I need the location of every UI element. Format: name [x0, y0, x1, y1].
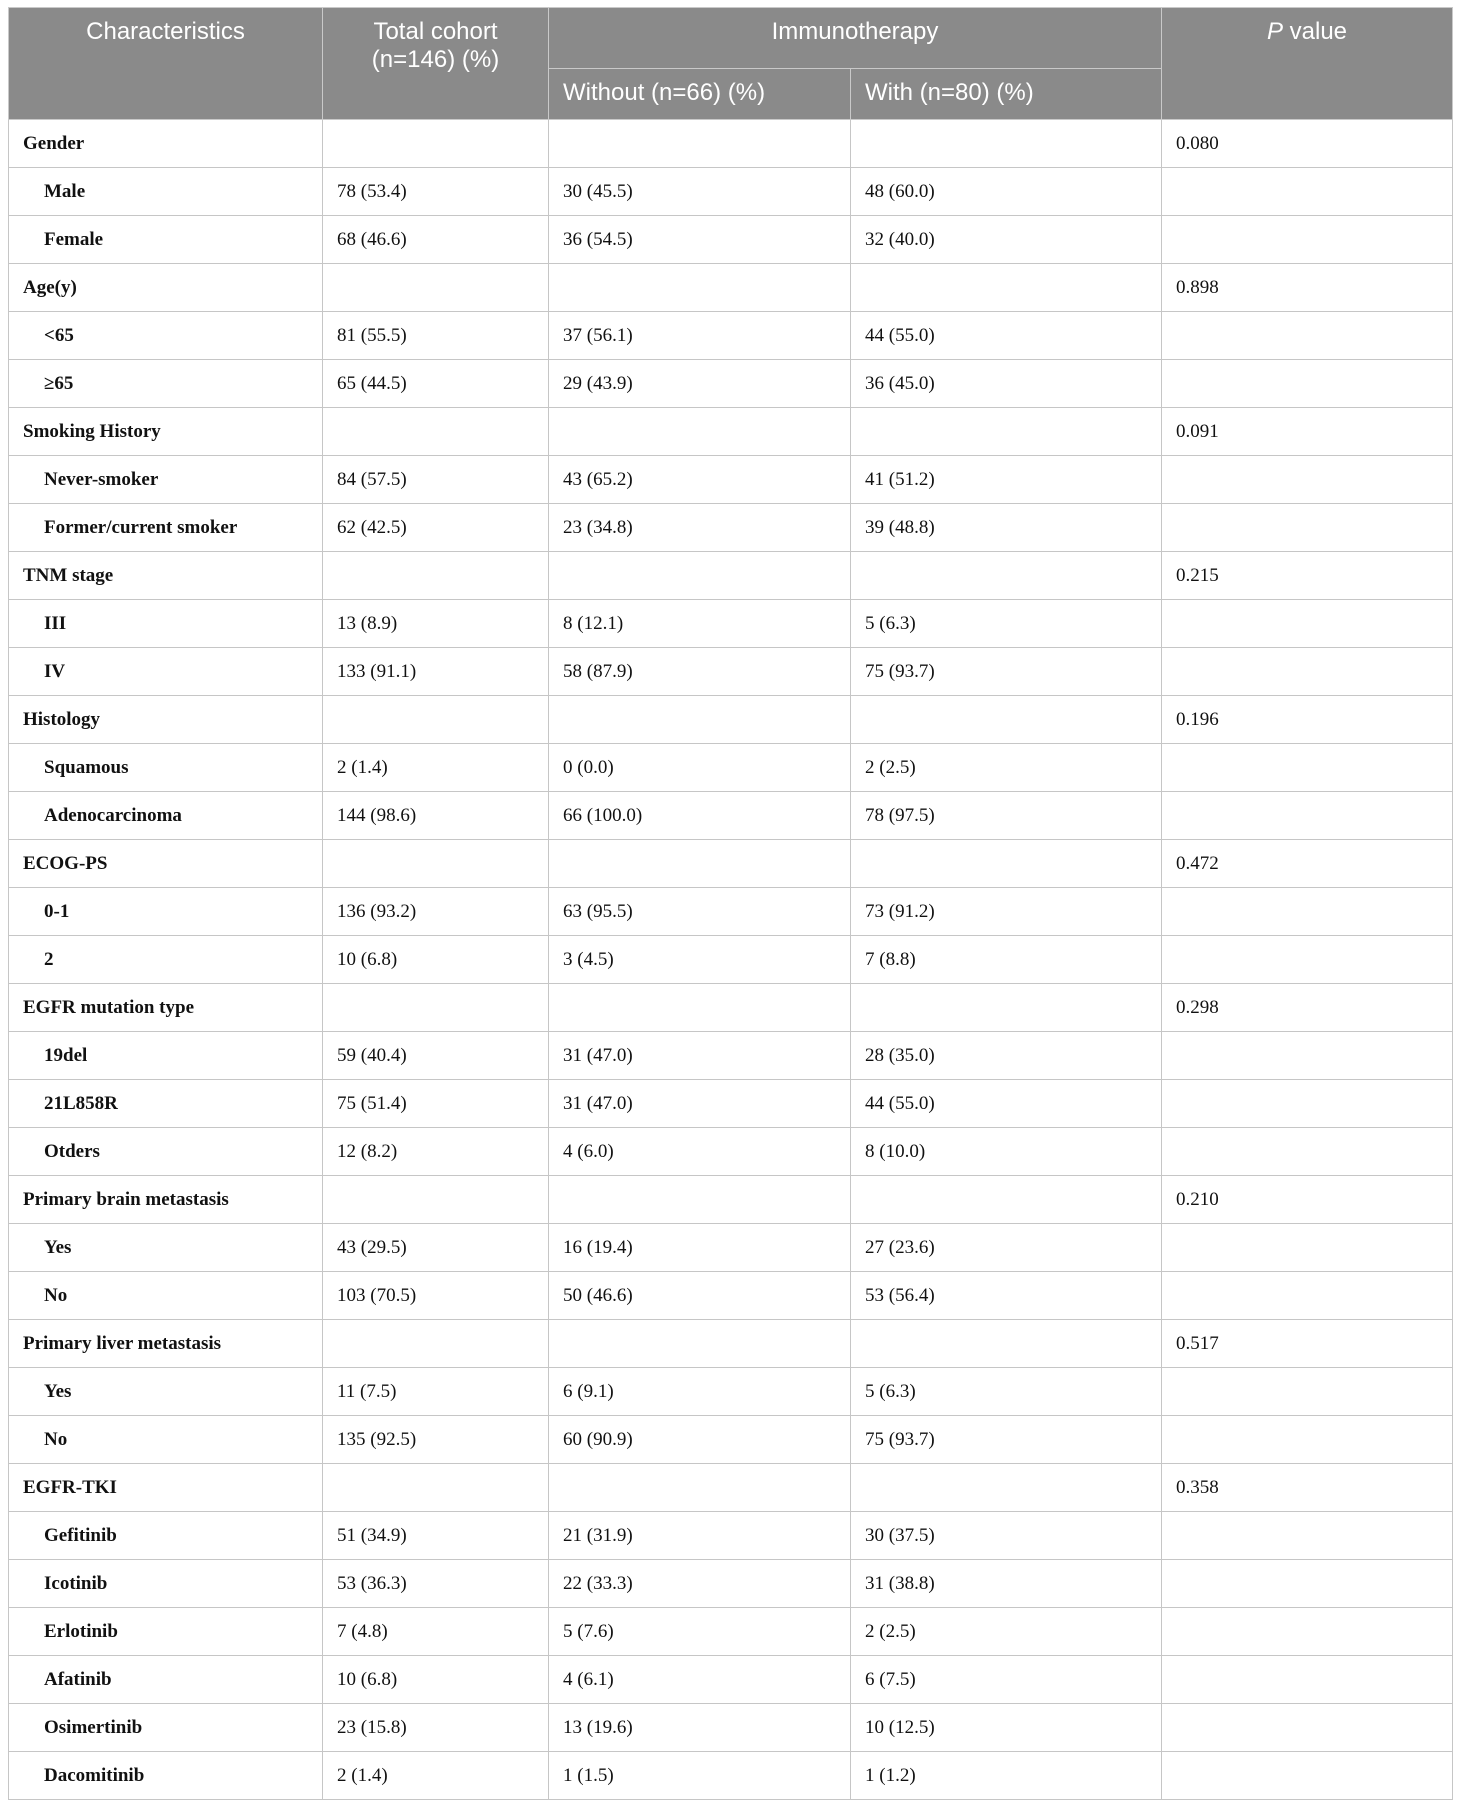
- cell-total: 136 (93.2): [323, 888, 549, 936]
- cell-without: 4 (6.1): [549, 1656, 851, 1704]
- group-label: Primary brain metastasis: [9, 1176, 323, 1224]
- table-row: [9, 1656, 1453, 1704]
- item-label: III: [9, 600, 323, 648]
- table-row: [9, 744, 1453, 792]
- table-row: [9, 936, 1453, 984]
- cell-total: 10 (6.8): [323, 1656, 549, 1704]
- table-row: [9, 1128, 1453, 1176]
- cell-total: 53 (36.3): [323, 1560, 549, 1608]
- cell-without: [549, 120, 851, 168]
- cell-p-value: [1162, 216, 1453, 264]
- header-p-letter: P: [1266, 18, 1283, 45]
- cell-p-value: [1162, 936, 1453, 984]
- cell-total: 103 (70.5): [323, 1272, 549, 1320]
- cell-with: 32 (40.0): [851, 216, 1162, 264]
- characteristics-table: [8, 7, 1453, 1800]
- cell-total: [323, 408, 549, 456]
- table-group-row: [9, 1320, 1453, 1368]
- table-group-row: [9, 120, 1453, 168]
- table-group-row: [9, 840, 1453, 888]
- group-label: Gender: [9, 120, 323, 168]
- cell-without: 60 (90.9): [549, 1416, 851, 1464]
- header-p-value: [1162, 8, 1453, 120]
- group-label: Age(y): [9, 264, 323, 312]
- cell-total: 133 (91.1): [323, 648, 549, 696]
- header-characteristics: Characteristics: [9, 8, 323, 120]
- header-with: With (n=80) (%): [851, 69, 1162, 120]
- cell-with: 6 (7.5): [851, 1656, 1162, 1704]
- cell-with: 78 (97.5): [851, 792, 1162, 840]
- table-row: [9, 1560, 1453, 1608]
- table-row: [9, 1272, 1453, 1320]
- header-total-cohort: Total cohort (n=146) (%): [323, 8, 549, 120]
- cell-p-value: [1162, 1512, 1453, 1560]
- item-label: Adenocarcinoma: [9, 792, 323, 840]
- cell-total: 51 (34.9): [323, 1512, 549, 1560]
- item-label: No: [9, 1272, 323, 1320]
- cell-total: [323, 552, 549, 600]
- cell-with: 48 (60.0): [851, 168, 1162, 216]
- cell-without: 66 (100.0): [549, 792, 851, 840]
- cell-without: 37 (56.1): [549, 312, 851, 360]
- cell-p-value: [1162, 456, 1453, 504]
- cell-p-value: [1162, 1704, 1453, 1752]
- cell-total: 12 (8.2): [323, 1128, 549, 1176]
- cell-without: 22 (33.3): [549, 1560, 851, 1608]
- cell-without: 43 (65.2): [549, 456, 851, 504]
- cell-with: [851, 552, 1162, 600]
- cell-p-value: 0.080: [1162, 120, 1453, 168]
- table-row: [9, 1704, 1453, 1752]
- cell-without: [549, 408, 851, 456]
- cell-with: 75 (93.7): [851, 1416, 1162, 1464]
- cell-without: 16 (19.4): [549, 1224, 851, 1272]
- cell-without: 21 (31.9): [549, 1512, 851, 1560]
- cell-total: [323, 696, 549, 744]
- cell-p-value: 0.196: [1162, 696, 1453, 744]
- cell-total: 135 (92.5): [323, 1416, 549, 1464]
- table-group-row: [9, 1464, 1453, 1512]
- cell-without: [549, 840, 851, 888]
- cell-without: 6 (9.1): [549, 1368, 851, 1416]
- cell-total: 7 (4.8): [323, 1608, 549, 1656]
- cell-with: 5 (6.3): [851, 1368, 1162, 1416]
- cell-without: 4 (6.0): [549, 1128, 851, 1176]
- cell-p-value: [1162, 360, 1453, 408]
- item-label: 2: [9, 936, 323, 984]
- cell-total: 81 (55.5): [323, 312, 549, 360]
- item-label: Osimertinib: [9, 1704, 323, 1752]
- table-row: [9, 1416, 1453, 1464]
- cell-p-value: [1162, 888, 1453, 936]
- cell-without: [549, 264, 851, 312]
- cell-with: [851, 1320, 1162, 1368]
- table-row: [9, 888, 1453, 936]
- cell-p-value: 0.091: [1162, 408, 1453, 456]
- cell-without: 29 (43.9): [549, 360, 851, 408]
- cell-without: 31 (47.0): [549, 1080, 851, 1128]
- table-row: [9, 1752, 1453, 1800]
- cell-with: [851, 984, 1162, 1032]
- cell-with: [851, 264, 1162, 312]
- item-label: Yes: [9, 1368, 323, 1416]
- cell-p-value: [1162, 600, 1453, 648]
- cell-p-value: [1162, 168, 1453, 216]
- cell-with: 28 (35.0): [851, 1032, 1162, 1080]
- cell-without: 23 (34.8): [549, 504, 851, 552]
- cell-p-value: 0.472: [1162, 840, 1453, 888]
- group-label: Smoking History: [9, 408, 323, 456]
- table-group-row: [9, 552, 1453, 600]
- table-row: [9, 456, 1453, 504]
- cell-total: 10 (6.8): [323, 936, 549, 984]
- cell-p-value: [1162, 1368, 1453, 1416]
- cell-total: 78 (53.4): [323, 168, 549, 216]
- cell-p-value: 0.898: [1162, 264, 1453, 312]
- cell-with: 39 (48.8): [851, 504, 1162, 552]
- table-row: [9, 1080, 1453, 1128]
- cell-with: [851, 1464, 1162, 1512]
- cell-total: 2 (1.4): [323, 744, 549, 792]
- cell-with: 41 (51.2): [851, 456, 1162, 504]
- cell-p-value: [1162, 1080, 1453, 1128]
- cell-p-value: [1162, 1560, 1453, 1608]
- header-immunotherapy: Immunotherapy: [549, 8, 1162, 69]
- cell-p-value: [1162, 648, 1453, 696]
- item-label: Female: [9, 216, 323, 264]
- cell-with: 5 (6.3): [851, 600, 1162, 648]
- table-group-row: [9, 696, 1453, 744]
- group-label: TNM stage: [9, 552, 323, 600]
- cell-p-value: [1162, 1032, 1453, 1080]
- cell-without: 8 (12.1): [549, 600, 851, 648]
- cell-p-value: [1162, 504, 1453, 552]
- item-label: Yes: [9, 1224, 323, 1272]
- cell-with: 1 (1.2): [851, 1752, 1162, 1800]
- cell-p-value: 0.298: [1162, 984, 1453, 1032]
- item-label: Afatinib: [9, 1656, 323, 1704]
- item-label: Gefitinib: [9, 1512, 323, 1560]
- cell-without: 63 (95.5): [549, 888, 851, 936]
- table-group-row: [9, 1176, 1453, 1224]
- table-row: [9, 312, 1453, 360]
- cell-with: 36 (45.0): [851, 360, 1162, 408]
- cell-total: 62 (42.5): [323, 504, 549, 552]
- item-label: Dacomitinib: [9, 1752, 323, 1800]
- item-label: ≥65: [9, 360, 323, 408]
- cell-with: [851, 840, 1162, 888]
- item-label: No: [9, 1416, 323, 1464]
- cell-total: [323, 1464, 549, 1512]
- cell-without: 1 (1.5): [549, 1752, 851, 1800]
- cell-p-value: 0.215: [1162, 552, 1453, 600]
- cell-without: 36 (54.5): [549, 216, 851, 264]
- cell-total: [323, 264, 549, 312]
- cell-with: [851, 1176, 1162, 1224]
- cell-total: 59 (40.4): [323, 1032, 549, 1080]
- item-label: Squamous: [9, 744, 323, 792]
- cell-p-value: 0.210: [1162, 1176, 1453, 1224]
- table-row: [9, 504, 1453, 552]
- cell-without: 5 (7.6): [549, 1608, 851, 1656]
- table-row: [9, 1224, 1453, 1272]
- cell-total: 13 (8.9): [323, 600, 549, 648]
- cell-total: [323, 1176, 549, 1224]
- cell-total: 75 (51.4): [323, 1080, 549, 1128]
- cell-without: [549, 1464, 851, 1512]
- group-label: Primary liver metastasis: [9, 1320, 323, 1368]
- table-body: [9, 120, 1453, 1800]
- table-header: [9, 8, 1453, 120]
- table-row: [9, 216, 1453, 264]
- cell-without: 31 (47.0): [549, 1032, 851, 1080]
- item-label: Male: [9, 168, 323, 216]
- table-row: [9, 648, 1453, 696]
- item-label: 21L858R: [9, 1080, 323, 1128]
- cell-p-value: [1162, 1128, 1453, 1176]
- table-row: [9, 600, 1453, 648]
- cell-total: 11 (7.5): [323, 1368, 549, 1416]
- table-group-row: [9, 408, 1453, 456]
- group-label: EGFR mutation type: [9, 984, 323, 1032]
- cell-without: [549, 552, 851, 600]
- cell-with: 10 (12.5): [851, 1704, 1162, 1752]
- cell-total: 84 (57.5): [323, 456, 549, 504]
- cell-total: [323, 984, 549, 1032]
- cell-total: [323, 1320, 549, 1368]
- cell-without: 0 (0.0): [549, 744, 851, 792]
- cell-p-value: [1162, 1656, 1453, 1704]
- cell-with: 27 (23.6): [851, 1224, 1162, 1272]
- table-row: [9, 1032, 1453, 1080]
- cell-with: 8 (10.0): [851, 1128, 1162, 1176]
- cell-with: [851, 408, 1162, 456]
- item-label: 0-1: [9, 888, 323, 936]
- cell-without: [549, 1176, 851, 1224]
- cell-p-value: [1162, 1224, 1453, 1272]
- item-label: IV: [9, 648, 323, 696]
- cell-with: 44 (55.0): [851, 1080, 1162, 1128]
- cell-with: 31 (38.8): [851, 1560, 1162, 1608]
- cell-p-value: [1162, 1752, 1453, 1800]
- cell-with: 7 (8.8): [851, 936, 1162, 984]
- item-label: Former/current smoker: [9, 504, 323, 552]
- cell-p-value: [1162, 312, 1453, 360]
- table-row: [9, 1368, 1453, 1416]
- cell-with: 73 (91.2): [851, 888, 1162, 936]
- item-label: Never-smoker: [9, 456, 323, 504]
- cell-p-value: 0.358: [1162, 1464, 1453, 1512]
- cell-p-value: [1162, 1608, 1453, 1656]
- group-label: EGFR-TKI: [9, 1464, 323, 1512]
- cell-with: 30 (37.5): [851, 1512, 1162, 1560]
- cell-without: 58 (87.9): [549, 648, 851, 696]
- table-row: [9, 1608, 1453, 1656]
- cell-without: [549, 984, 851, 1032]
- item-label: <65: [9, 312, 323, 360]
- table-group-row: [9, 984, 1453, 1032]
- cell-p-value: 0.517: [1162, 1320, 1453, 1368]
- cell-total: 43 (29.5): [323, 1224, 549, 1272]
- header-p-rest: value: [1282, 18, 1348, 45]
- table-row: [9, 1512, 1453, 1560]
- table-row: [9, 792, 1453, 840]
- cell-without: 3 (4.5): [549, 936, 851, 984]
- cell-p-value: [1162, 1272, 1453, 1320]
- cell-without: 13 (19.6): [549, 1704, 851, 1752]
- cell-with: 75 (93.7): [851, 648, 1162, 696]
- cell-with: 2 (2.5): [851, 744, 1162, 792]
- cell-total: 23 (15.8): [323, 1704, 549, 1752]
- cell-without: [549, 1320, 851, 1368]
- cell-without: 30 (45.5): [549, 168, 851, 216]
- cell-total: [323, 120, 549, 168]
- cell-without: 50 (46.6): [549, 1272, 851, 1320]
- cell-total: 65 (44.5): [323, 360, 549, 408]
- item-label: Erlotinib: [9, 1608, 323, 1656]
- cell-p-value: [1162, 1416, 1453, 1464]
- cell-total: 68 (46.6): [323, 216, 549, 264]
- group-label: ECOG-PS: [9, 840, 323, 888]
- item-label: Otders: [9, 1128, 323, 1176]
- cell-total: [323, 840, 549, 888]
- item-label: Icotinib: [9, 1560, 323, 1608]
- item-label: 19del: [9, 1032, 323, 1080]
- group-label: Histology: [9, 696, 323, 744]
- cell-p-value: [1162, 792, 1453, 840]
- table-group-row: [9, 264, 1453, 312]
- cell-total: 2 (1.4): [323, 1752, 549, 1800]
- table-row: [9, 168, 1453, 216]
- cell-with: 44 (55.0): [851, 312, 1162, 360]
- table-row: [9, 360, 1453, 408]
- header-without: Without (n=66) (%): [549, 69, 851, 120]
- cell-with: [851, 120, 1162, 168]
- cell-with: [851, 696, 1162, 744]
- cell-with: 2 (2.5): [851, 1608, 1162, 1656]
- cell-total: 144 (98.6): [323, 792, 549, 840]
- cell-with: 53 (56.4): [851, 1272, 1162, 1320]
- cell-p-value: [1162, 744, 1453, 792]
- cell-without: [549, 696, 851, 744]
